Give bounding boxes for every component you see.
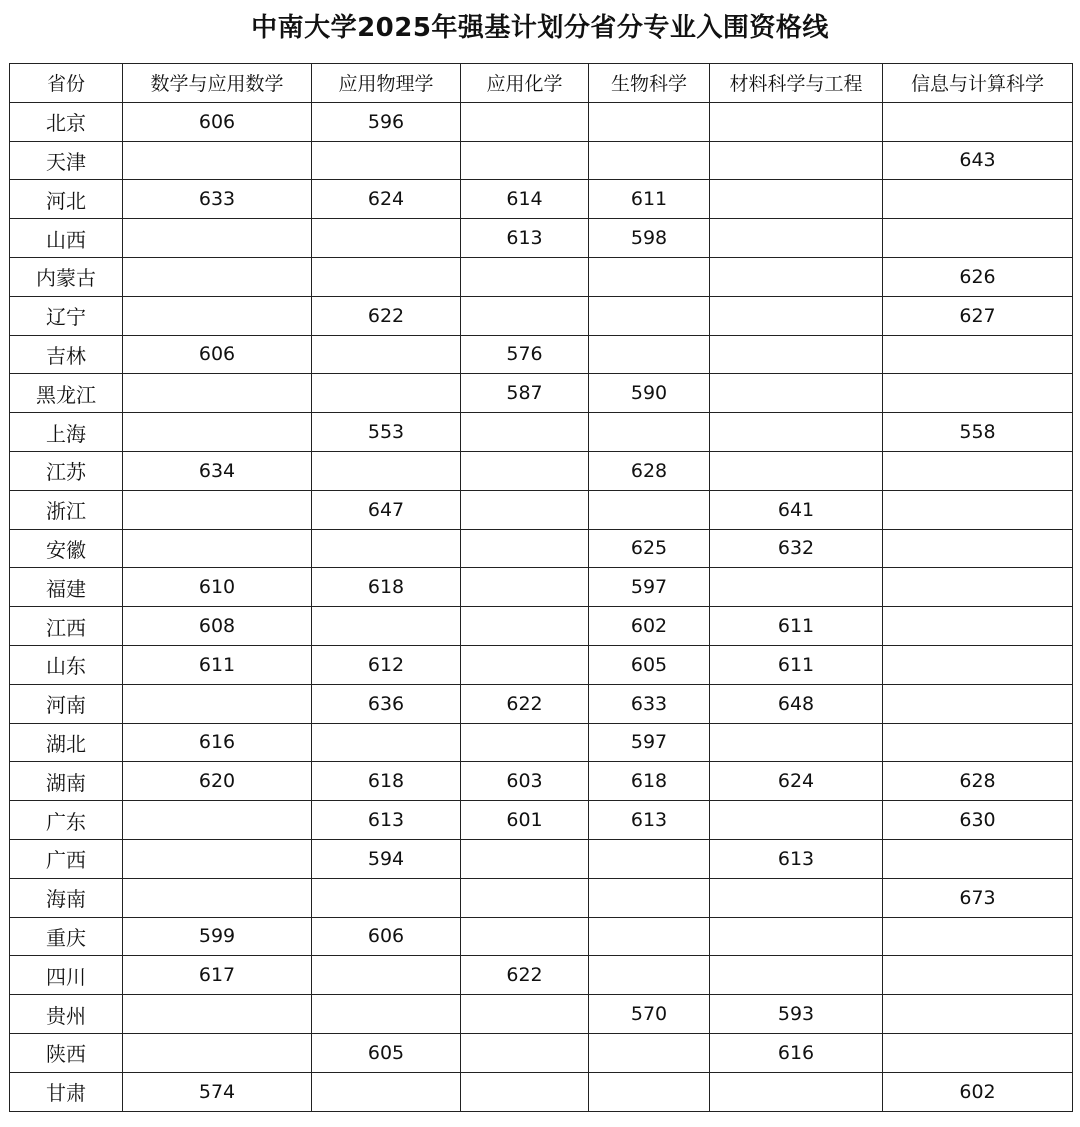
physics-cell: 624 (312, 180, 461, 219)
biology-cell (589, 490, 710, 529)
math-cell: 608 (123, 607, 312, 646)
math-cell: 616 (123, 723, 312, 762)
biology-cell: 598 (589, 219, 710, 258)
table-row (10, 645, 1073, 684)
materials-cell (710, 296, 883, 335)
info-computing-cell (883, 723, 1073, 762)
header-biology: 生物科学 (589, 64, 710, 103)
chemistry-cell (461, 413, 589, 452)
province-cell: 河北 (10, 180, 123, 219)
biology-cell: 597 (589, 723, 710, 762)
info-computing-cell (883, 917, 1073, 956)
table-row (10, 257, 1073, 296)
physics-cell: 622 (312, 296, 461, 335)
province-cell: 辽宁 (10, 296, 123, 335)
biology-cell: 570 (589, 995, 710, 1034)
table-row (10, 878, 1073, 917)
materials-cell (710, 141, 883, 180)
materials-cell: 648 (710, 684, 883, 723)
physics-cell: 612 (312, 645, 461, 684)
province-cell: 江西 (10, 607, 123, 646)
province-cell: 重庆 (10, 917, 123, 956)
province-cell: 湖北 (10, 723, 123, 762)
province-cell: 江苏 (10, 451, 123, 490)
info-computing-cell (883, 335, 1073, 374)
math-cell: 633 (123, 180, 312, 219)
physics-cell: 618 (312, 568, 461, 607)
biology-cell (589, 413, 710, 452)
province-cell: 安徽 (10, 529, 123, 568)
physics-cell (312, 529, 461, 568)
info-computing-cell (883, 839, 1073, 878)
materials-cell: 616 (710, 1033, 883, 1072)
materials-cell (710, 413, 883, 452)
info-computing-cell (883, 374, 1073, 413)
math-cell (123, 374, 312, 413)
table-row (10, 529, 1073, 568)
page-title: 中南大学2025年强基计划分省分专业入围资格线 (251, 13, 829, 43)
chemistry-cell: 587 (461, 374, 589, 413)
materials-cell (710, 1072, 883, 1111)
math-cell (123, 801, 312, 840)
math-cell: 610 (123, 568, 312, 607)
table-row (10, 1033, 1073, 1072)
info-computing-cell (883, 490, 1073, 529)
chemistry-cell (461, 995, 589, 1034)
table-body (10, 102, 1073, 1111)
biology-cell (589, 878, 710, 917)
chemistry-cell: 603 (461, 762, 589, 801)
biology-cell (589, 956, 710, 995)
info-computing-cell: 630 (883, 801, 1073, 840)
biology-cell: 611 (589, 180, 710, 219)
math-cell (123, 490, 312, 529)
materials-cell (710, 102, 883, 141)
info-computing-cell: 626 (883, 257, 1073, 296)
table-row (10, 956, 1073, 995)
physics-cell (312, 219, 461, 258)
biology-cell (589, 257, 710, 296)
chemistry-cell (461, 141, 589, 180)
info-computing-cell (883, 684, 1073, 723)
physics-cell (312, 607, 461, 646)
chemistry-cell (461, 1072, 589, 1111)
physics-cell (312, 141, 461, 180)
materials-cell: 641 (710, 490, 883, 529)
math-cell (123, 529, 312, 568)
info-computing-cell (883, 219, 1073, 258)
materials-cell (710, 878, 883, 917)
table-row (10, 296, 1073, 335)
info-computing-cell (883, 607, 1073, 646)
province-cell: 山东 (10, 645, 123, 684)
math-cell (123, 413, 312, 452)
math-cell: 634 (123, 451, 312, 490)
info-computing-cell: 643 (883, 141, 1073, 180)
biology-cell: 597 (589, 568, 710, 607)
biology-cell (589, 1033, 710, 1072)
materials-cell (710, 956, 883, 995)
materials-cell (710, 180, 883, 219)
biology-cell (589, 296, 710, 335)
info-computing-cell: 602 (883, 1072, 1073, 1111)
materials-cell (710, 801, 883, 840)
physics-cell (312, 374, 461, 413)
table-row (10, 801, 1073, 840)
table-header-row (10, 64, 1073, 103)
math-cell: 599 (123, 917, 312, 956)
materials-cell (710, 257, 883, 296)
province-cell: 海南 (10, 878, 123, 917)
info-computing-cell (883, 645, 1073, 684)
header-info-computing: 信息与计算科学 (883, 64, 1073, 103)
info-computing-cell: 673 (883, 878, 1073, 917)
province-cell: 陕西 (10, 1033, 123, 1072)
chemistry-cell (461, 878, 589, 917)
info-computing-cell (883, 180, 1073, 219)
math-cell (123, 878, 312, 917)
biology-cell (589, 102, 710, 141)
info-computing-cell (883, 956, 1073, 995)
province-cell: 山西 (10, 219, 123, 258)
math-cell (123, 257, 312, 296)
chemistry-cell (461, 917, 589, 956)
table-row (10, 141, 1073, 180)
header-physics: 应用物理学 (312, 64, 461, 103)
materials-cell: 632 (710, 529, 883, 568)
math-cell (123, 684, 312, 723)
math-cell (123, 995, 312, 1034)
province-cell: 四川 (10, 956, 123, 995)
math-cell: 611 (123, 645, 312, 684)
materials-cell: 613 (710, 839, 883, 878)
cutoff-score-table (9, 63, 1073, 1112)
biology-cell: 625 (589, 529, 710, 568)
physics-cell: 606 (312, 917, 461, 956)
header-chemistry: 应用化学 (461, 64, 589, 103)
physics-cell: 553 (312, 413, 461, 452)
physics-cell (312, 335, 461, 374)
chemistry-cell: 613 (461, 219, 589, 258)
biology-cell: 613 (589, 801, 710, 840)
physics-cell: 618 (312, 762, 461, 801)
chemistry-cell: 614 (461, 180, 589, 219)
materials-cell: 593 (710, 995, 883, 1034)
chemistry-cell: 576 (461, 335, 589, 374)
physics-cell: 636 (312, 684, 461, 723)
chemistry-cell (461, 568, 589, 607)
chemistry-cell (461, 529, 589, 568)
physics-cell (312, 995, 461, 1034)
info-computing-cell (883, 1033, 1073, 1072)
chemistry-cell (461, 1033, 589, 1072)
physics-cell: 647 (312, 490, 461, 529)
table-row (10, 180, 1073, 219)
biology-cell (589, 335, 710, 374)
math-cell: 574 (123, 1072, 312, 1111)
table-row (10, 374, 1073, 413)
table-row (10, 762, 1073, 801)
table-row (10, 490, 1073, 529)
table-row (10, 995, 1073, 1034)
physics-cell: 605 (312, 1033, 461, 1072)
province-cell: 天津 (10, 141, 123, 180)
physics-cell (312, 451, 461, 490)
province-cell: 甘肃 (10, 1072, 123, 1111)
info-computing-cell (883, 995, 1073, 1034)
info-computing-cell (883, 451, 1073, 490)
chemistry-cell (461, 296, 589, 335)
physics-cell: 594 (312, 839, 461, 878)
header-materials: 材料科学与工程 (710, 64, 883, 103)
materials-cell: 611 (710, 645, 883, 684)
biology-cell (589, 917, 710, 956)
province-cell: 北京 (10, 102, 123, 141)
materials-cell (710, 723, 883, 762)
materials-cell: 624 (710, 762, 883, 801)
physics-cell: 596 (312, 102, 461, 141)
province-cell: 贵州 (10, 995, 123, 1034)
province-cell: 河南 (10, 684, 123, 723)
materials-cell (710, 451, 883, 490)
math-cell (123, 839, 312, 878)
chemistry-cell (461, 839, 589, 878)
header-province: 省份 (10, 64, 123, 103)
math-cell: 606 (123, 102, 312, 141)
info-computing-cell (883, 568, 1073, 607)
math-cell: 617 (123, 956, 312, 995)
info-computing-cell: 627 (883, 296, 1073, 335)
math-cell (123, 1033, 312, 1072)
province-cell: 浙江 (10, 490, 123, 529)
biology-cell (589, 141, 710, 180)
table-row (10, 219, 1073, 258)
biology-cell: 590 (589, 374, 710, 413)
table-row (10, 839, 1073, 878)
math-cell: 620 (123, 762, 312, 801)
table-row (10, 917, 1073, 956)
physics-cell (312, 1072, 461, 1111)
table-row (10, 413, 1073, 452)
table-row (10, 102, 1073, 141)
biology-cell: 618 (589, 762, 710, 801)
table-row (10, 684, 1073, 723)
biology-cell: 602 (589, 607, 710, 646)
math-cell: 606 (123, 335, 312, 374)
province-cell: 黑龙江 (10, 374, 123, 413)
chemistry-cell (461, 607, 589, 646)
province-cell: 吉林 (10, 335, 123, 374)
info-computing-cell (883, 102, 1073, 141)
table-row (10, 723, 1073, 762)
physics-cell (312, 723, 461, 762)
materials-cell (710, 917, 883, 956)
province-cell: 湖南 (10, 762, 123, 801)
math-cell (123, 141, 312, 180)
materials-cell (710, 335, 883, 374)
header-math: 数学与应用数学 (123, 64, 312, 103)
chemistry-cell (461, 257, 589, 296)
province-cell: 福建 (10, 568, 123, 607)
physics-cell (312, 956, 461, 995)
info-computing-cell: 558 (883, 413, 1073, 452)
chemistry-cell (461, 490, 589, 529)
biology-cell: 628 (589, 451, 710, 490)
table-row (10, 568, 1073, 607)
chemistry-cell: 622 (461, 684, 589, 723)
biology-cell (589, 839, 710, 878)
math-cell (123, 219, 312, 258)
chemistry-cell: 601 (461, 801, 589, 840)
biology-cell: 605 (589, 645, 710, 684)
province-cell: 内蒙古 (10, 257, 123, 296)
province-cell: 广西 (10, 839, 123, 878)
chemistry-cell (461, 102, 589, 141)
biology-cell: 633 (589, 684, 710, 723)
physics-cell (312, 257, 461, 296)
province-cell: 广东 (10, 801, 123, 840)
province-cell: 上海 (10, 413, 123, 452)
materials-cell: 611 (710, 607, 883, 646)
materials-cell (710, 219, 883, 258)
chemistry-cell (461, 451, 589, 490)
materials-cell (710, 374, 883, 413)
info-computing-cell: 628 (883, 762, 1073, 801)
chemistry-cell: 622 (461, 956, 589, 995)
biology-cell (589, 1072, 710, 1111)
table-row (10, 451, 1073, 490)
chemistry-cell (461, 723, 589, 762)
table-row (10, 335, 1073, 374)
table-row (10, 1072, 1073, 1111)
info-computing-cell (883, 529, 1073, 568)
materials-cell (710, 568, 883, 607)
table-row (10, 607, 1073, 646)
physics-cell (312, 878, 461, 917)
chemistry-cell (461, 645, 589, 684)
physics-cell: 613 (312, 801, 461, 840)
math-cell (123, 296, 312, 335)
